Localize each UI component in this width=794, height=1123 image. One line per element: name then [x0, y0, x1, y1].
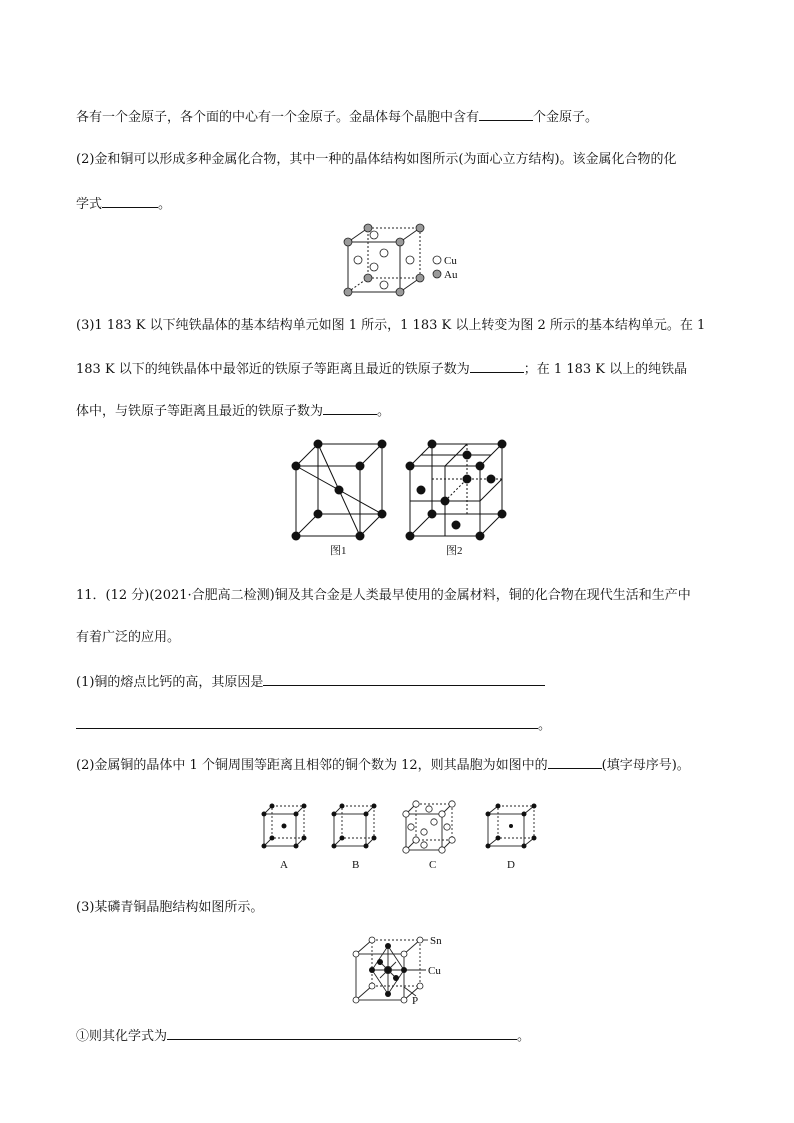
label-sn: Sn: [430, 935, 442, 947]
option-a-label: A: [280, 859, 288, 871]
q11-sub1: ①则其化学式为 。: [76, 1029, 531, 1044]
q10-part3-line3: 体中，与铁原子等距离且最近的铁原子数为 。: [76, 404, 391, 419]
legend-cu: Cu: [444, 255, 457, 267]
q11-part1-line1: (1)铜的熔点比钙的高，其原因是: [76, 673, 545, 691]
fig2-caption: 图2: [446, 545, 463, 557]
q10-part3-line1: (3)1 183 K 以下纯铁晶体的基本结构单元如图 1 所示，1 183 K 以上转变为图 2 所示的基本结构单元。在 1: [76, 318, 706, 333]
q11-part2: (2)金属铜的晶体中 1 个铜周围等距离且相邻的铜个数为 12，则其晶胞为如图中的 (填字母序号)。: [76, 758, 690, 773]
q10-part2-line2: 学式 。: [76, 197, 172, 212]
answer-blank-formula[interactable]: [102, 195, 158, 208]
q11-part3: (3)某磷青铜晶胞结构如图所示。: [76, 900, 264, 915]
answer-blank-cell-choice[interactable]: [548, 756, 602, 769]
q11-part1-line2: 。: [76, 716, 551, 734]
legend-au: Au: [444, 269, 458, 281]
phosphor-bronze-figure: [350, 932, 460, 1006]
q10-part3-line2: 183 K 以下的纯铁晶体中最邻近的铁原子等距离且最近的铁原子数为 ；在 1 183 K 以上的纯铁晶: [76, 362, 688, 377]
q10-part2-line1: (2)金和铜可以形成多种金属化合物，其中一种的晶体结构如图所示(为面心立方结构)。该金属化合物的化: [76, 152, 677, 167]
answer-blank-fcc-neighbors[interactable]: [323, 402, 377, 415]
option-d-label: D: [507, 859, 515, 871]
q11-line2: 有着广泛的应用。: [76, 630, 181, 645]
label-cu: Cu: [428, 965, 441, 977]
option-c-label: C: [429, 859, 437, 871]
option-b-cell: [334, 806, 374, 846]
answer-blank-bcc-neighbors[interactable]: [470, 360, 524, 373]
q10-line1: 各有一个金原子，各个面的中心有一个金原子。金晶体每个晶胞中含有 个金原子。: [76, 110, 599, 125]
fig1-caption: 图1: [330, 545, 347, 557]
cu-legend-icon: [433, 256, 441, 264]
q11-line1: 11．(12 分)(2021·合肥高二检测)铜及其合金是人类最早使用的金属材料，铜的化合物在现代生活和生产中: [76, 588, 691, 603]
iron-cell-figures: [288, 436, 518, 562]
answer-blank-gold-atoms[interactable]: [479, 108, 533, 121]
au-legend-icon: [433, 270, 441, 278]
option-b-label: B: [352, 859, 360, 871]
cu-au-cell-figure: [340, 222, 470, 300]
answer-blank-phosphor-formula[interactable]: [167, 1027, 517, 1040]
answer-blank-melting-reason-2[interactable]: [76, 716, 538, 729]
cell-options-figure: [256, 800, 556, 876]
label-p: P: [412, 995, 419, 1007]
answer-blank-melting-reason-1[interactable]: [263, 673, 545, 686]
